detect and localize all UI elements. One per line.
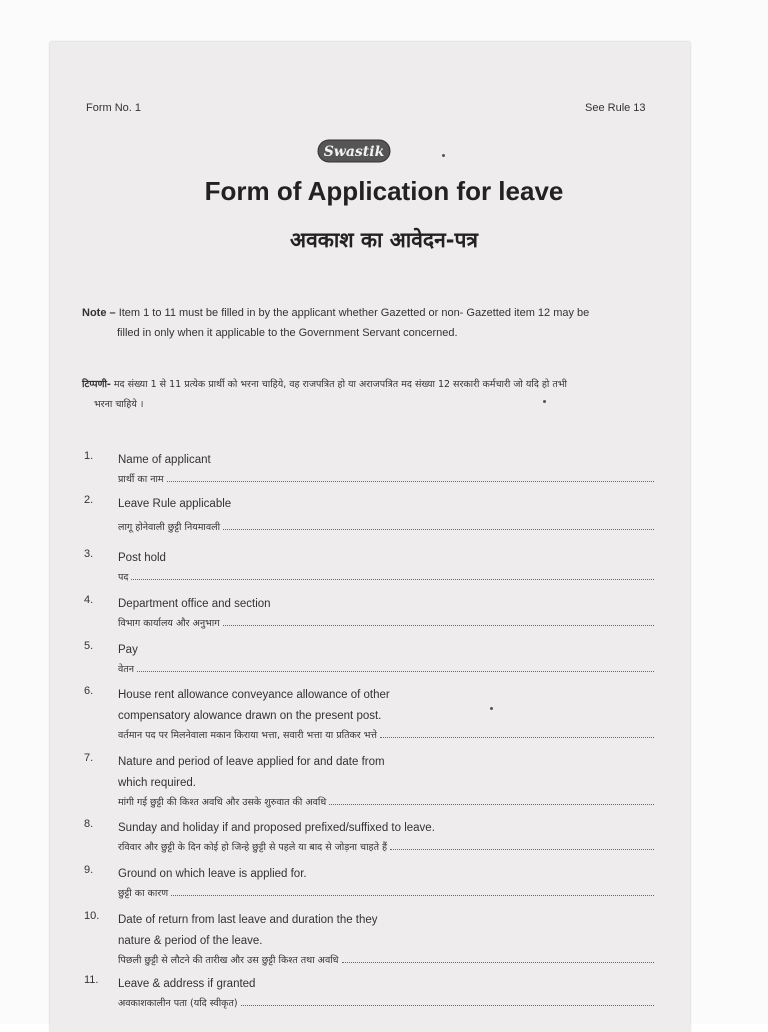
item-number: 11. [84, 974, 99, 986]
form-title: Form of Application for leave [204, 176, 564, 206]
item-label-hindi: छुट्टी का कारण [118, 888, 169, 899]
item-field[interactable] [118, 569, 654, 587]
fill-in-line[interactable] [342, 953, 654, 963]
fill-in-line[interactable] [137, 662, 654, 672]
item-field[interactable] [118, 661, 654, 679]
item-label: Pay [118, 644, 138, 656]
item-label-hindi: पद [118, 572, 129, 583]
note-label: Note – [82, 307, 116, 319]
item-field[interactable] [118, 995, 654, 1013]
rule-reference: See Rule 13 [585, 102, 646, 114]
item-label: Nature and period of leave applied for and date from [118, 756, 385, 768]
item-label-hindi: लागू होनेवाली छुट्टी नियमावली [118, 522, 221, 533]
item-number: 1. [84, 450, 94, 462]
item-label: nature & period of the leave. [118, 935, 263, 947]
form-title-hindi: अवकाश का आवेदन-पत्र [290, 228, 478, 252]
item-number: 6. [84, 685, 94, 697]
scan-speck [442, 154, 445, 157]
item-number: 8. [84, 818, 94, 830]
item-label-hindi: पिछली छुट्टी से लौटने की तारीख और उस छुट्टी किश्त तथा अवधि [118, 955, 339, 966]
item-number: 10. [84, 910, 100, 922]
item-number: 7. [84, 752, 94, 764]
fill-in-line[interactable] [241, 996, 654, 1006]
fill-in-line[interactable] [223, 616, 654, 626]
item-field[interactable] [118, 885, 654, 903]
item-label: Leave Rule applicable [118, 498, 232, 510]
note-line-1: Item 1 to 11 must be filled in by the applicant whether Gazetted or non- Gazetted item 12 may be [118, 307, 590, 319]
item-label: Name of applicant [118, 454, 211, 466]
item-field[interactable] [118, 727, 654, 745]
fill-in-line[interactable] [329, 795, 654, 805]
item-label-hindi: विभाग कार्यालय और अनुभाग [118, 618, 220, 629]
fill-in-line[interactable] [171, 886, 654, 896]
item-label: Date of return from last leave and duration the they [118, 914, 378, 926]
scan-speck [543, 400, 546, 403]
tippani-block [82, 375, 657, 415]
fill-in-line[interactable] [131, 570, 654, 580]
item-field[interactable] [118, 794, 654, 812]
item-label-hindi: वेतन [118, 664, 134, 675]
item-field[interactable] [118, 615, 654, 633]
tippani-line-2: भरना चाहिये । [94, 399, 144, 410]
item-label: Leave & address if granted [118, 978, 256, 990]
item-field[interactable] [118, 839, 654, 857]
tippani-line-1: मद संख्या 1 से 11 प्रत्येक प्रार्थी को भरना चाहिये, वह राजपत्रित हो या अराजपत्रित मद संख्या 12 सरकारी कर्मचारी जो यदि हो तभी [113, 379, 567, 390]
tippani-label: टिप्पणी- [82, 379, 111, 390]
note-block [82, 303, 657, 343]
swastik-logo [316, 136, 392, 166]
item-label: Department office and section [118, 598, 271, 610]
item-label-hindi: प्रार्थी का नाम [118, 474, 164, 485]
scan-speck [490, 707, 493, 710]
item-label-hindi: रविवार और छुट्टी के दिन कोई हो जिन्हे छुट्टी से पहले या बाद से जोड़ना चाहते हैं [118, 842, 388, 853]
item-number: 4. [84, 594, 94, 606]
fill-in-line[interactable] [167, 472, 654, 482]
item-number: 9. [84, 864, 94, 876]
fill-in-line[interactable] [223, 520, 654, 530]
item-field[interactable] [118, 952, 654, 970]
fill-in-line[interactable] [390, 840, 654, 850]
note-line-2: filled in only when it applicable to the Government Servant concerned. [117, 327, 458, 339]
item-field[interactable] [118, 519, 654, 537]
item-label: Post hold [118, 552, 166, 564]
item-number: 3. [84, 548, 94, 560]
fill-in-line[interactable] [380, 728, 654, 738]
item-label-hindi: वर्तमान पद पर मिलनेवाला मकान किराया भत्ता, सवारी भत्ता या प्रतिकर भत्ते [118, 730, 377, 741]
item-label: Sunday and holiday if and proposed prefixed/suffixed to leave. [118, 822, 435, 834]
item-label-hindi: मांगी गई छुट्टी की किश्त अवधि और उसके शुरुवात की अवधि [118, 797, 327, 808]
form-number: Form No. 1 [86, 102, 142, 114]
item-label: House rent allowance conveyance allowance of other [118, 689, 390, 701]
item-number: 5. [84, 640, 94, 652]
item-label-hindi: अवकाशकालीन पता (यदि स्वीकृत) [118, 998, 238, 1009]
item-label: compensatory alowance drawn on the present post. [118, 710, 382, 722]
item-label: Ground on which leave is applied for. [118, 868, 307, 880]
item-label: which required. [118, 777, 196, 789]
item-number: 2. [84, 494, 94, 506]
item-field[interactable] [118, 471, 654, 489]
brand-text: Swastik [323, 144, 385, 160]
